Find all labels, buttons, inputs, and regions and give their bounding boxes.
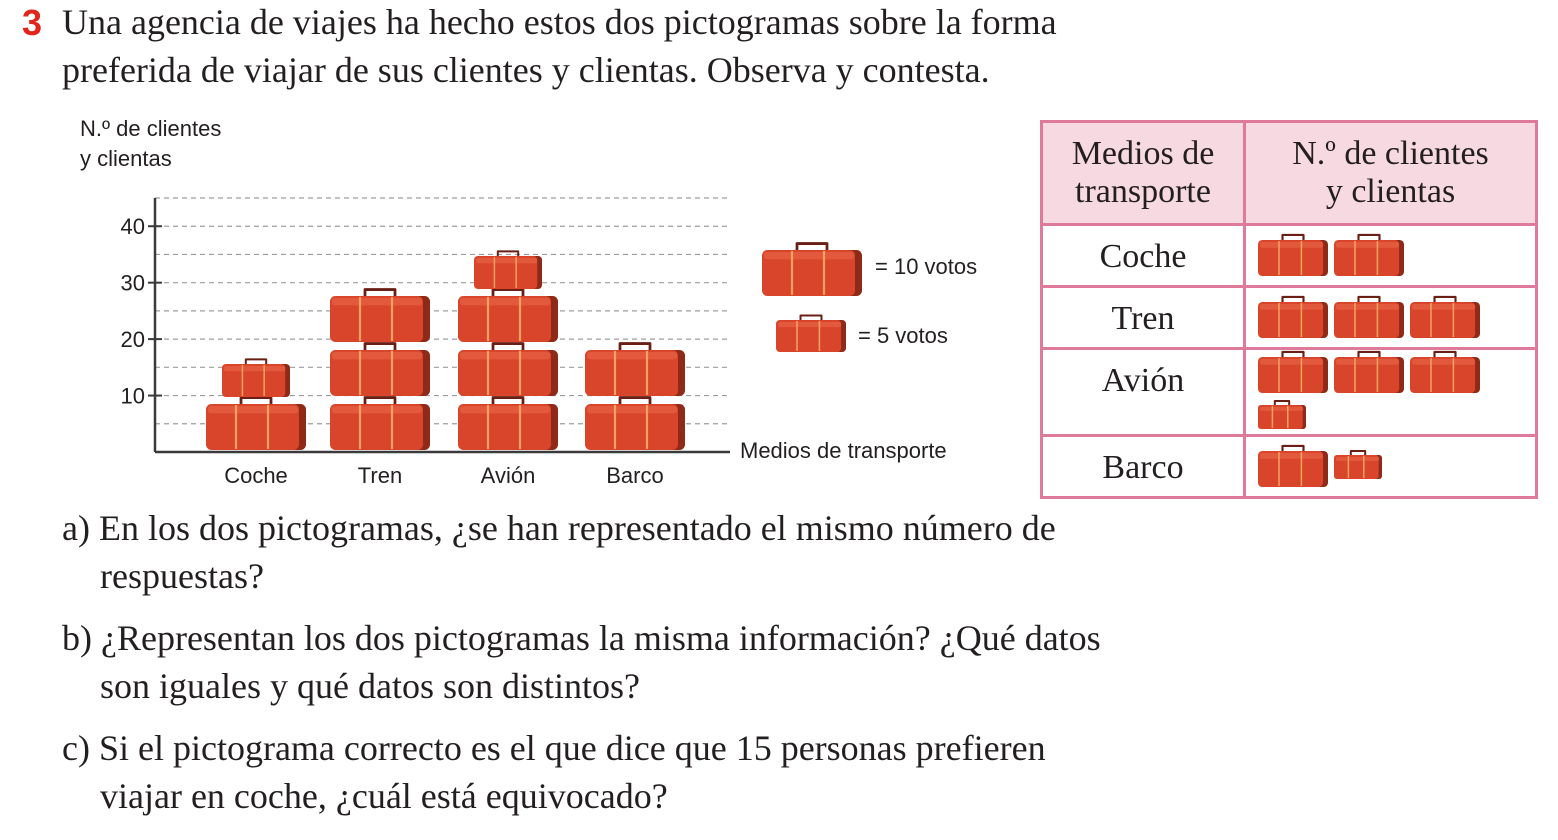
suitcase-icon	[1256, 350, 1330, 396]
suitcase-icon	[458, 398, 558, 450]
legend-label-5: = 5 votos	[858, 323, 948, 348]
question-a-line-2: respuestas?	[100, 556, 264, 596]
question-b-line-1: b) ¿Representan los dos pictogramas la misma información? ¿Qué datos	[62, 618, 1101, 658]
suitcase-icon	[330, 290, 430, 342]
table-row	[1042, 436, 1537, 498]
suitcase-icon	[474, 251, 542, 289]
chart-stack-tren	[330, 290, 430, 450]
chart-stack-avión	[458, 251, 558, 450]
suitcase-icon	[1410, 352, 1480, 393]
header-line: N.º de clientes	[1292, 135, 1489, 172]
suitcase-icon	[1258, 352, 1328, 393]
suitcase-icon	[1334, 451, 1382, 479]
legend-label-10: = 10 votos	[875, 254, 978, 279]
table-row	[1042, 349, 1537, 436]
suitcase-icon	[330, 344, 430, 396]
question-c-line-1: c) Si el pictograma correcto es el que dice que 15 personas prefieren	[62, 728, 1046, 768]
suitcase-icon	[1334, 352, 1404, 393]
suitcase-icon	[458, 344, 558, 396]
suitcase-icon	[1408, 295, 1482, 341]
table-row-icons	[1245, 349, 1537, 436]
table-row-mode: Avión	[1042, 349, 1245, 436]
intro-line-1: Una agencia de viajes ha hecho estos dos pictogramas sobre la forma	[62, 2, 1057, 42]
suitcase-icon	[222, 359, 290, 397]
suitcase-icon	[1258, 296, 1328, 337]
chart-legend	[762, 244, 862, 352]
question-a-line-1: a) En los dos pictogramas, ¿se han representado el mismo número de	[62, 508, 1056, 548]
suitcase-icon	[1258, 234, 1328, 275]
intro-line-2: preferida de viajar de sus clientes y clientas. Observa y contesta.	[62, 50, 990, 90]
table-row-mode: Tren	[1042, 287, 1245, 349]
y-tick-label: 20	[120, 327, 145, 353]
header-line: transporte	[1075, 173, 1211, 210]
table-row	[1042, 287, 1537, 349]
x-tick-label: Tren	[357, 463, 403, 488]
x-tick-label: Coche	[224, 463, 288, 488]
small-suitcase-icon	[1256, 400, 1308, 434]
x-tick-label: Barco	[606, 463, 664, 488]
question-c-line-2: viajar en coche, ¿cuál está equivocado?	[100, 776, 668, 816]
suitcase-icon	[1410, 296, 1480, 337]
table-row-icons	[1245, 225, 1537, 287]
suitcase-icon	[1256, 444, 1330, 490]
y-tick-label: 40	[120, 214, 145, 240]
suitcase-pictogram-chart	[0, 0, 1020, 500]
suitcase-icon	[1256, 295, 1330, 341]
suitcase-icon	[1332, 295, 1406, 341]
question-b-line-2: son iguales y qué datos son distintos?	[100, 666, 640, 706]
table-header-mode	[1042, 122, 1245, 225]
y-axis-label: N.º de clientes	[80, 116, 222, 141]
suitcase-icon	[585, 344, 685, 396]
x-axis-label: Medios de transporte	[740, 438, 947, 463]
table-row-mode: Coche	[1042, 225, 1245, 287]
suitcase-icon	[1256, 233, 1330, 279]
suitcase-icon	[206, 398, 306, 450]
exercise-number: 3	[22, 2, 43, 43]
suitcase-icon	[1408, 350, 1482, 396]
suitcase-icon	[1258, 446, 1328, 487]
suitcase-icon	[585, 398, 685, 450]
y-tick-label: 30	[120, 270, 145, 296]
y-axis-label: y clientas	[80, 146, 172, 171]
suitcase-icon	[762, 244, 862, 296]
chart-stack-barco	[585, 344, 685, 450]
small-suitcase-icon	[1332, 450, 1384, 484]
table-row-icons	[1245, 436, 1537, 498]
suitcase-icon	[776, 316, 846, 352]
header-line: Medios de	[1071, 135, 1215, 172]
suitcase-icon	[1258, 401, 1306, 429]
suitcase-icon	[1332, 233, 1406, 279]
pictogram-table	[1040, 120, 1538, 499]
table-row-mode: Barco	[1042, 436, 1245, 498]
y-tick-label: 10	[120, 383, 145, 409]
suitcase-icon	[330, 398, 430, 450]
header-line: y clientas	[1325, 173, 1456, 210]
suitcase-icon	[1334, 296, 1404, 337]
suitcase-icon	[1334, 234, 1404, 275]
suitcase-icon	[1332, 350, 1406, 396]
x-tick-label: Avión	[480, 463, 536, 488]
table-row	[1042, 225, 1537, 287]
suitcase-icon	[458, 290, 558, 342]
table-row-icons	[1245, 287, 1537, 349]
chart-stack-coche	[206, 359, 306, 450]
table-header-count	[1245, 122, 1537, 225]
